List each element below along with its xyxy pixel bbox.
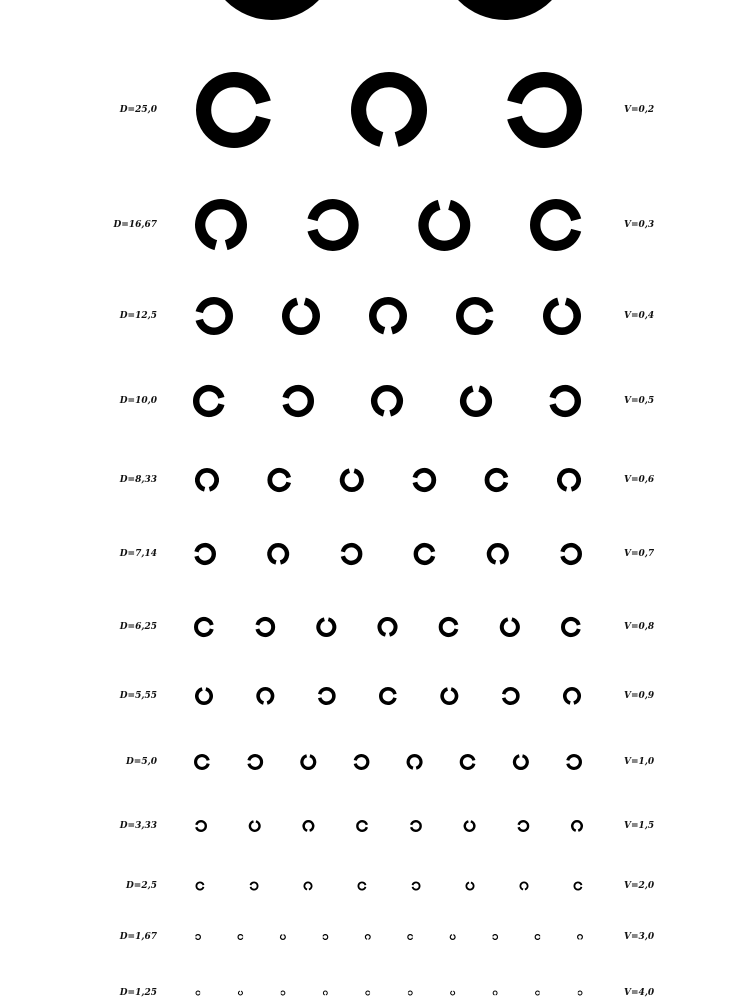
landolt-ring-gap-up [451, 991, 455, 995]
chart-row [197, 689, 579, 703]
landolt-ring-gap-down [489, 545, 507, 562]
landolt-ring-gap-down [359, 80, 420, 140]
landolt-ring-gap-right [574, 882, 581, 889]
visual-acuity-label: V=1,0 [624, 757, 655, 767]
landolt-ring-gap-right [270, 470, 289, 489]
distance-label: D=1,25 [119, 988, 157, 998]
chart-row [204, 80, 575, 141]
landolt-ring-gap-down [304, 882, 311, 889]
landolt-ring-gap-right [461, 756, 474, 769]
distance-label: D=1,67 [119, 932, 157, 942]
cropped-ring-left [207, 0, 337, 20]
landolt-ring-gap-left [343, 545, 360, 563]
chart-row [196, 991, 582, 995]
landolt-ring-gap-left [281, 991, 285, 995]
landolt-ring-gap-up [318, 619, 334, 635]
landolt-ring-gap-up [547, 301, 577, 331]
landolt-ring-gap-up [302, 756, 315, 769]
cropped-ring-right [440, 0, 570, 20]
landolt-ring-gap-right [408, 935, 413, 940]
visual-acuity-label: V=2,0 [624, 881, 655, 891]
landolt-ring-gap-right [196, 882, 203, 889]
chart-row [196, 882, 581, 889]
landolt-ring-gap-up [502, 619, 518, 635]
landolt-ring-gap-down [380, 619, 396, 635]
landolt-ring-gap-left [257, 619, 273, 635]
landolt-ring-gap-up [450, 935, 455, 940]
visual-acuity-label: V=0,9 [624, 691, 655, 701]
distance-label: D=2,5 [125, 881, 157, 891]
landolt-ring-gap-left [504, 689, 518, 703]
landolt-ring-gap-right [416, 545, 433, 563]
landolt-ring-gap-right [536, 991, 540, 995]
visual-acuity-label: V=1,5 [624, 821, 655, 831]
distance-label: D=25,0 [119, 105, 157, 115]
landolt-ring-gap-left [199, 301, 229, 331]
landolt-ring-gap-left [578, 991, 582, 995]
landolt-ring-gap-left [413, 882, 420, 889]
visual-acuity-label: V=0,6 [624, 475, 655, 485]
landolt-ring-gap-left [493, 935, 498, 940]
landolt-ring-gap-left [286, 388, 311, 414]
landolt-ring-gap-down [408, 756, 421, 769]
landolt-ring-gap-right [204, 80, 264, 141]
visual-acuity-label: V=0,5 [624, 396, 655, 406]
landolt-ring-gap-left [515, 80, 575, 141]
landolt-ring-gap-right [381, 689, 395, 703]
landolt-ring-gap-left [411, 821, 420, 831]
landolt-ring-gap-up [424, 205, 466, 246]
chart-row [196, 619, 579, 635]
landolt-ring-gap-left [249, 756, 262, 769]
chart-row [196, 756, 581, 769]
landolt-ring-gap-left [196, 935, 201, 940]
landolt-ring-gap-right [563, 619, 579, 635]
landolt-ring-gap-down [269, 545, 287, 562]
landolt-ring-gap-left [415, 470, 434, 489]
chart-row [196, 935, 583, 940]
distance-label: D=10,0 [119, 396, 157, 406]
landolt-ring-gap-left [553, 388, 578, 414]
landolt-ring-gap-up [463, 389, 489, 414]
distance-label: D=7,14 [119, 549, 157, 559]
landolt-ring-gap-left [313, 204, 354, 246]
landolt-ring-gap-up [514, 756, 527, 769]
landolt-ring-gap-left [196, 545, 213, 563]
distance-label: D=3,33 [119, 821, 157, 831]
visual-acuity-label: V=4,0 [624, 988, 655, 998]
landolt-ring-gap-down [572, 821, 582, 830]
chart-row [196, 545, 579, 563]
landolt-ring-gap-up [250, 821, 260, 830]
landolt-ring-gap-down [565, 689, 579, 703]
visual-acuity-label: V=0,8 [624, 622, 655, 632]
landolt-ring-gap-right [441, 619, 457, 635]
visual-acuity-label: V=0,7 [624, 549, 655, 559]
chart-row [196, 388, 578, 414]
landolt-ring-gap-right [487, 470, 506, 489]
landolt-ring-gap-down [304, 821, 314, 830]
visual-acuity-label: V=0,3 [624, 220, 655, 230]
chart-row [197, 470, 578, 489]
landolt-ring-gap-down [373, 301, 403, 331]
landolt-ring-gap-down [559, 470, 578, 489]
landolt-ring-gap-right [196, 756, 209, 769]
landolt-ring-gap-right [196, 619, 212, 635]
landolt-ring-gap-left [408, 991, 412, 995]
distance-label: D=16,67 [113, 220, 157, 230]
landolt-ring-gap-left [562, 545, 579, 563]
landolt-ring-gap-up [442, 689, 456, 703]
landolt-ring-gap-left [568, 756, 581, 769]
distance-label: D=5,0 [125, 757, 157, 767]
landolt-ring-gap-left [519, 821, 528, 831]
landolt-ring-gap-down [258, 689, 272, 703]
landolt-ring-gap-down [197, 470, 216, 489]
landolt-ring-gap-left [251, 882, 258, 889]
landolt-ring-gap-down [520, 882, 527, 889]
landolt-ring-gap-right [357, 821, 366, 831]
visual-acuity-label: V=0,4 [624, 311, 655, 321]
landolt-ring-gap-down [323, 991, 327, 995]
landolt-ring-gap-right [358, 882, 365, 889]
landolt-ring-gap-right [366, 991, 370, 995]
landolt-ring-gap-up [342, 471, 361, 490]
landolt-ring-gap-down [493, 991, 497, 995]
distance-label: D=12,5 [119, 311, 157, 321]
distance-label: D=8,33 [119, 475, 157, 485]
top-cropped-rings [207, 0, 570, 20]
landolt-ring-gap-up [238, 991, 242, 995]
chart-row [196, 821, 581, 831]
visual-acuity-label: V=0,2 [624, 105, 655, 115]
landolt-ring-gap-down [374, 388, 400, 413]
landolt-ring-gap-up [197, 689, 211, 703]
visual-acuity-label: V=3,0 [624, 932, 655, 942]
landolt-ring-gap-up [466, 883, 473, 890]
landolt-ring-gap-up [465, 821, 475, 830]
landolt-ring-gap-down [200, 204, 242, 245]
landolt-ring-gap-right [196, 388, 221, 414]
landolt-ring-gap-up [286, 301, 316, 331]
landolt-ring-gap-left [196, 821, 205, 831]
landolt-ring-gap-right [460, 301, 490, 331]
chart-row [199, 301, 577, 331]
distance-label: D=6,25 [119, 622, 157, 632]
landolt-ring-gap-down [365, 935, 370, 940]
landolt-ring-gap-left [355, 756, 368, 769]
landolt-ring-gap-right [238, 935, 243, 940]
distance-label: D=5,55 [119, 691, 157, 701]
landolt-ring-gap-right [535, 935, 540, 940]
landolt-ring-gap-right [196, 991, 200, 995]
chart-row [200, 204, 576, 246]
landolt-ring-gap-up [280, 935, 285, 940]
landolt-ring-gap-down [578, 935, 583, 940]
landolt-ring-gap-left [323, 935, 328, 940]
landolt-ring-gap-right [535, 204, 576, 246]
landolt-ring-gap-left [320, 689, 334, 703]
